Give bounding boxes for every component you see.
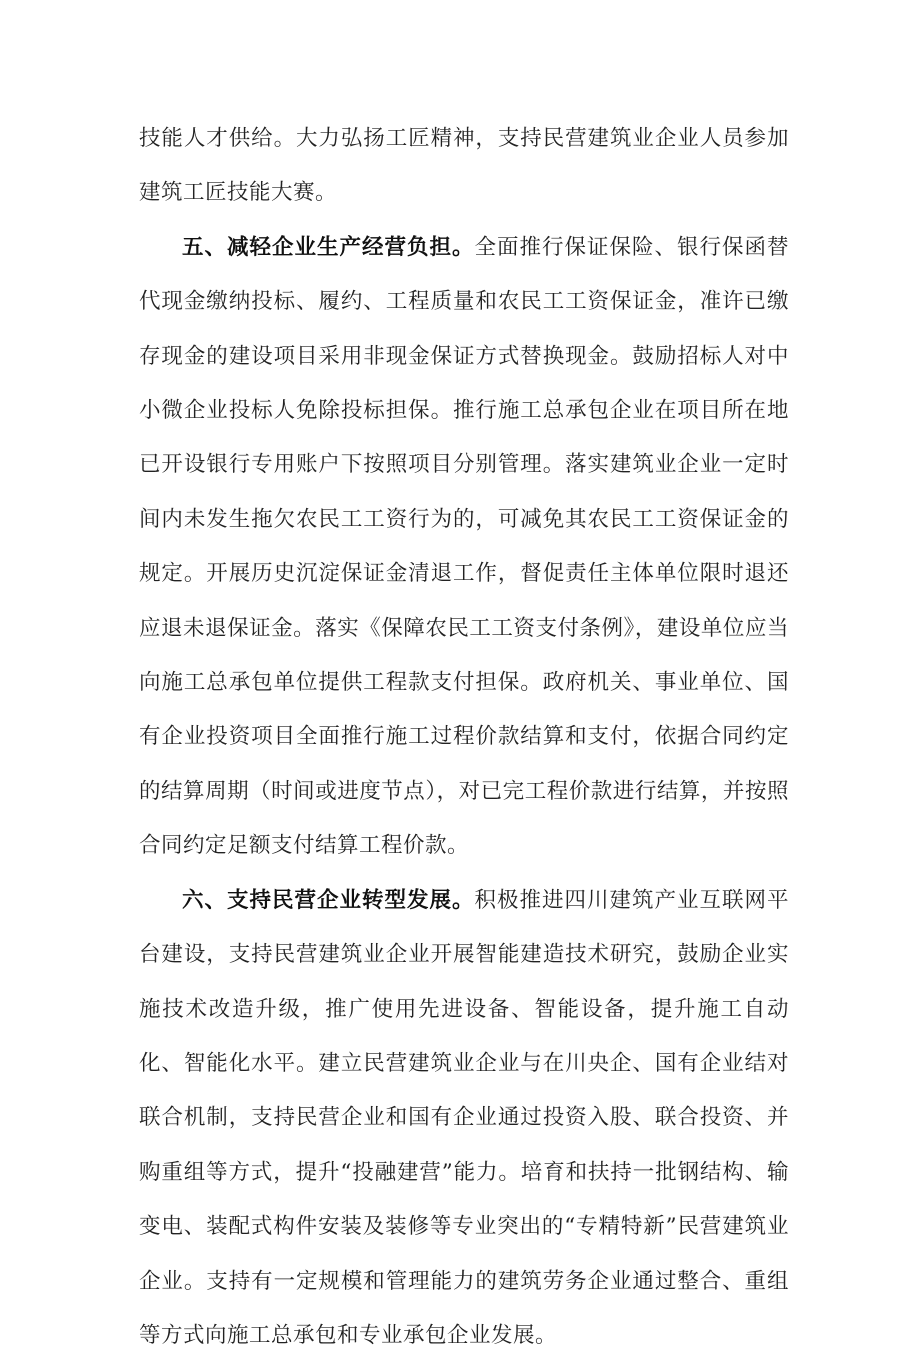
paragraph-section-6 [139,874,789,1363]
paragraph-text: 全面推行保证保险、银行保函替代现金缴纳投标、履约、工程质量和农民工工资保证金，准许已缴存现金的建设项目采用非现金保证方式替换现金。鼓励招标人对中小微企业投标人免除投标担保。推行施工总承包企业在项目所在地已开设银行专用账户下按照项目分别管理。落实建筑业企业一定时间内未发生拖欠农民工工资行为的，可减免其农民工工资保证金的规定。开展历史沉淀保证金清退工作，督促责任主体单位限时退还应退未退保证金。落实《保障农民工工资支付条例》，建设单位应当向施工总承包单位提供工程款支付担保。政府机关、事业单位、国有企业投资项目全面推行施工过程价款结算和支付，依据合同约定的结算周期（时间或进度节点），对已完工程价款进行结算，并按照合同约定足额支付结算工程价款。 [139,234,789,859]
paragraph-text: 技能人才供给。大力弘扬工匠精神，支持民营建筑业企业人员参加建筑工匠技能大赛。 [139,126,789,206]
document-body [139,112,789,1363]
section-heading-6: 六、支持民营企业转型发展。 [182,887,475,913]
paragraph-section-5 [139,221,789,874]
paragraph-text: 积极推进四川建筑产业互联网平台建设，支持民营建筑业企业开展智能建造技术研究，鼓励企业实施技术改造升级，推广使用先进设备、智能设备，提升施工自动化、智能化水平。建立民营建筑业企业与在川央企、国有企业结对联合机制，支持民营企业和国有企业通过投资入股、联合投资、并购重组等方式，提升“投融建营”能力。培育和扶持一批钢结构、输变电、装配式构件安装及装修等专业突出的“专精特新”民营建筑业企业。支持有一定规模和管理能力的建筑劳务企业通过整合、重组等方式向施工总承包和专业承包企业发展。 [139,887,789,1348]
paragraph-continuation [139,112,789,221]
section-heading-5: 五、减轻企业生产经营负担。 [182,234,475,260]
